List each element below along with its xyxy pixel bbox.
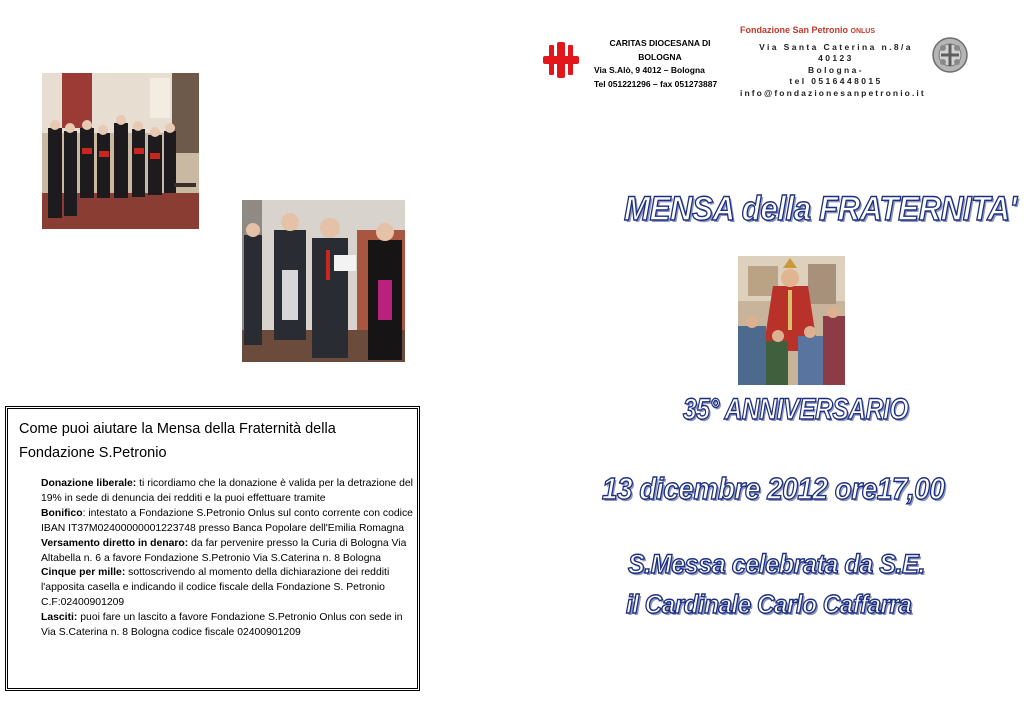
donation-item-label: Donazione liberale: [41, 478, 137, 489]
donation-info-title: Come puoi aiutare la Mensa della Fraternità della Fondazione S.Petronio [19, 421, 336, 461]
donation-item-label: Cinque per mille: [41, 567, 126, 579]
donation-item [41, 611, 416, 641]
donation-item-text: ti ricordiamo che la donazione è valida per la detrazione del 19% in sede di denuncia dei redditi e la puoi effettuare tramite [41, 478, 413, 504]
donation-item-text: da far pervenire presso la Curia di Bologna Via Altabella n. 6 a favore Fondazione S.Petronio Via S.Caterina n. 8 Bologna [41, 537, 407, 564]
fondazione-city: Bologna- [807, 64, 865, 75]
fondazione-phone: tel 0516448015 [789, 76, 883, 86]
donation-info-box [5, 406, 420, 691]
caritas-address: Via S.Alò, 9 4012 – Bologna [594, 65, 705, 75]
caritas-name-line1: CARITAS DIOCESANA DI [609, 38, 711, 48]
ceremony-photo [242, 200, 405, 362]
choir-photo [42, 73, 199, 229]
donation-item [41, 566, 416, 611]
caritas-logo-icon [541, 40, 581, 80]
fondazione-contact-block [740, 25, 932, 99]
fondazione-seal-icon [931, 36, 969, 74]
caritas-phone: Tel 051221296 – fax 051273887 [594, 78, 718, 89]
fondazione-onlus: ONLUS [850, 28, 876, 35]
fondazione-address: Via Santa Caterina n.8/a 40123 [759, 41, 913, 63]
event-date: 13 dicembre 2012 ore17,00 [602, 471, 945, 506]
donation-item-text: : intestato a Fondazione S.Petronio Onlus sul conto corrente con codice IBAN IT37M02400000001223748 presso Banca Popolare dell'Emilia Romagna [41, 507, 413, 534]
donation-item-label: Lasciti: [41, 612, 78, 624]
caritas-contact-block [590, 37, 730, 91]
donation-item [41, 537, 416, 567]
fondazione-email: info@fondazionesanpetronio.it [740, 87, 926, 98]
anniversary-title: 35° ANNIVERSARIO [683, 393, 909, 426]
mass-line-1: S.Messa celebrata da S.E. [628, 549, 925, 579]
fondazione-name-text: Fondazione San Petronio [740, 25, 849, 35]
event-title: MENSA della FRATERNITA' [624, 190, 1017, 228]
donation-item-label: Versamento diretto in denaro: [41, 537, 189, 549]
donation-item-text: sottoscrivendo al momento della dichiarazione dei redditi l'apposita casella e indicando il codice fiscale della Fondazione S. Petronio C.F:02400901209 [41, 567, 390, 609]
donation-item-label: Bonifico [41, 507, 83, 519]
donation-item [41, 507, 416, 537]
mass-line-2: il Cardinale Carlo Caffarra [626, 589, 912, 619]
donation-item-text: puoi fare un lascito a favore Fondazione S.Petronio Onlus con sede in Via S.Caterina n. 8 Bologna codice fiscale 02400901209 [41, 612, 403, 639]
saint-painting [738, 256, 845, 385]
caritas-name-line2: BOLOGNA [638, 51, 682, 62]
donation-item [41, 477, 416, 507]
fondazione-name [740, 25, 932, 38]
donation-methods-list [41, 477, 416, 641]
